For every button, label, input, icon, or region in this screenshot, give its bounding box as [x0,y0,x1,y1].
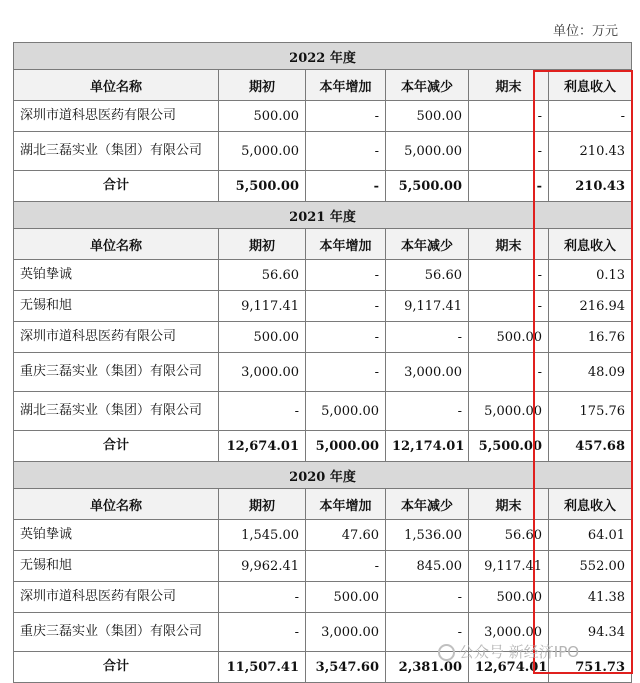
column-header: 利息收入 [549,70,632,101]
column-header: 期初 [219,489,306,520]
value-cell: 552.00 [549,551,632,582]
total-value-cell: - [306,171,386,202]
value-cell: 47.60 [306,520,386,551]
value-cell: 9,117.41 [219,291,306,322]
value-cell: 3,000.00 [469,613,549,652]
company-name-cell: 深圳市道科思医药有限公司 [14,101,219,132]
company-name-cell: 深圳市道科思医药有限公司 [14,582,219,613]
column-header: 期末 [469,70,549,101]
value-cell: - [306,291,386,322]
column-header: 利息收入 [549,229,632,260]
value-cell: 175.76 [549,392,632,431]
total-value-cell: 12,674.01 [469,652,549,683]
company-name-cell: 无锡和旭 [14,551,219,582]
table-row [14,101,632,132]
total-value-cell: 12,674.01 [219,431,306,462]
total-label-cell: 合计 [14,171,219,202]
column-header: 本年减少 [386,70,469,101]
value-cell: 216.94 [549,291,632,322]
unit-label: 单位：万元 [552,24,618,39]
value-cell: 64.01 [549,520,632,551]
total-value-cell: 751.73 [549,652,632,683]
value-cell: 56.60 [386,260,469,291]
column-header: 单位名称 [14,489,219,520]
value-cell: - [386,613,469,652]
column-header: 单位名称 [14,70,219,101]
total-label-cell: 合计 [14,652,219,683]
column-header: 期初 [219,229,306,260]
column-header: 本年增加 [306,489,386,520]
value-cell: 5,000.00 [386,132,469,171]
value-cell: 0.13 [549,260,632,291]
value-cell: 16.76 [549,322,632,353]
company-name-cell: 湖北三磊实业（集团）有限公司 [14,132,219,171]
year-header-row [14,202,632,229]
value-cell: 3,000.00 [219,353,306,392]
year-heading: 2020 年度 [14,462,632,489]
total-label-cell: 合计 [14,431,219,462]
value-cell: - [469,291,549,322]
table-row [14,132,632,171]
company-name-cell: 英铂挚诚 [14,260,219,291]
column-header-row [14,489,632,520]
value-cell: 5,000.00 [469,392,549,431]
watermark [438,641,579,662]
watermark-text: 公众号 新经济IPO [459,643,580,661]
column-header: 本年减少 [386,229,469,260]
table-row [14,291,632,322]
value-cell: - [306,101,386,132]
column-header: 本年增加 [306,229,386,260]
value-cell: 500.00 [469,322,549,353]
table-row [14,260,632,291]
total-value-cell: 5,500.00 [219,171,306,202]
value-cell: - [306,260,386,291]
value-cell: 1,545.00 [219,520,306,551]
value-cell: 500.00 [306,582,386,613]
table-row [14,353,632,392]
finance-table-body [14,43,632,683]
finance-table [13,42,632,683]
value-cell: 9,117.41 [386,291,469,322]
value-cell: - [469,101,549,132]
value-cell: - [386,582,469,613]
value-cell: 500.00 [219,322,306,353]
value-cell: 210.43 [549,132,632,171]
year-header-row [14,462,632,489]
value-cell: - [306,132,386,171]
value-cell: 5,000.00 [306,392,386,431]
company-name-cell: 无锡和旭 [14,291,219,322]
total-value-cell: 5,500.00 [469,431,549,462]
table-row [14,582,632,613]
value-cell: 3,000.00 [386,353,469,392]
value-cell: - [469,353,549,392]
value-cell: 9,117.41 [469,551,549,582]
column-header: 期末 [469,489,549,520]
value-cell: 94.34 [549,613,632,652]
value-cell: 41.38 [549,582,632,613]
total-value-cell: - [469,171,549,202]
company-name-cell: 英铂挚诚 [14,520,219,551]
value-cell: 48.09 [549,353,632,392]
table-row [14,392,632,431]
value-cell: - [386,322,469,353]
value-cell: 9,962.41 [219,551,306,582]
value-cell: - [219,582,306,613]
value-cell: 500.00 [469,582,549,613]
column-header: 期初 [219,70,306,101]
total-value-cell: 5,000.00 [306,431,386,462]
total-value-cell: 2,381.00 [386,652,469,683]
table-row [14,322,632,353]
column-header: 本年增加 [306,70,386,101]
value-cell: - [469,260,549,291]
total-value-cell: 457.68 [549,431,632,462]
total-value-cell: 210.43 [549,171,632,202]
value-cell: - [306,322,386,353]
value-cell: 56.60 [469,520,549,551]
value-cell: - [469,132,549,171]
value-cell: 3,000.00 [306,613,386,652]
company-name-cell: 重庆三磊实业（集团）有限公司 [14,353,219,392]
column-header: 利息收入 [549,489,632,520]
wechat-icon [438,644,455,661]
value-cell: 56.60 [219,260,306,291]
company-name-cell: 湖北三磊实业（集团）有限公司 [14,392,219,431]
table-row [14,520,632,551]
total-value-cell: 12,174.01 [386,431,469,462]
year-heading: 2022 年度 [14,43,632,70]
column-header-row [14,70,632,101]
company-name-cell: 深圳市道科思医药有限公司 [14,322,219,353]
column-header: 单位名称 [14,229,219,260]
value-cell: 1,536.00 [386,520,469,551]
value-cell: - [306,353,386,392]
total-row [14,431,632,462]
value-cell: - [386,392,469,431]
value-cell: 5,000.00 [219,132,306,171]
total-row [14,171,632,202]
total-value-cell: 3,547.60 [306,652,386,683]
year-header-row [14,43,632,70]
value-cell: 845.00 [386,551,469,582]
column-header: 期末 [469,229,549,260]
value-cell: - [219,392,306,431]
value-cell: - [219,613,306,652]
total-value-cell: 5,500.00 [386,171,469,202]
year-heading: 2021 年度 [14,202,632,229]
column-header: 本年减少 [386,489,469,520]
value-cell: 500.00 [219,101,306,132]
company-name-cell: 重庆三磊实业（集团）有限公司 [14,613,219,652]
column-header-row [14,229,632,260]
table-row [14,551,632,582]
value-cell: 500.00 [386,101,469,132]
value-cell: - [306,551,386,582]
total-value-cell: 11,507.41 [219,652,306,683]
value-cell: - [549,101,632,132]
